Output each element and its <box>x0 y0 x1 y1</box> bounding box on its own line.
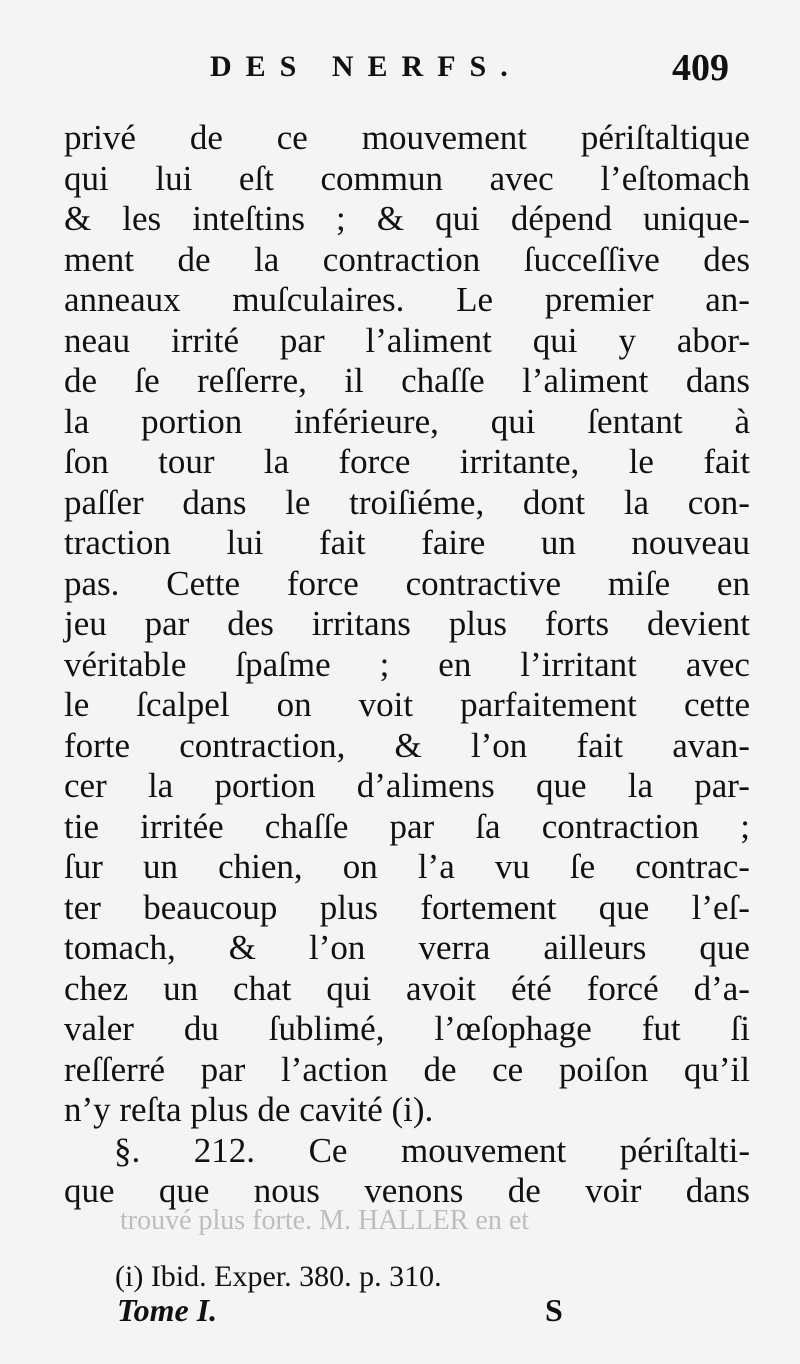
text-line: valer du ſublimé, l’œſophage fut ſi <box>64 1009 750 1048</box>
text-line: paſſer dans le troiſiéme, dont la con- <box>64 482 750 522</box>
page-footer <box>0 1292 800 1342</box>
text-line: chez un chat qui avoit été forcé d’a- <box>64 968 750 1008</box>
text-line: que que nous venons de voir dans <box>64 1171 750 1210</box>
bleed-through-text: trouvé plus forte. M. HALLER en et <box>120 1205 530 1236</box>
text-line: traction lui fait faire un nouveau <box>64 523 750 562</box>
text-line: anneaux muſculaires. Le premier an- <box>64 280 750 319</box>
page-number: 409 <box>672 47 729 89</box>
footnote: (i) Ibid. Exper. 380. p. 310. <box>115 1260 442 1293</box>
text-line: forte contraction, & l’on fait avan- <box>64 725 750 765</box>
text-line: pas. Cette force contractive miſe en <box>64 563 750 603</box>
text-line: cer la portion d’alimens que la par- <box>64 766 750 805</box>
running-head: DES NERFS. <box>210 50 522 83</box>
text-line: reſſerré par l’action de ce poiſon qu’il <box>64 1049 750 1089</box>
text-line: neau irrité par l’aliment qui y abor- <box>64 320 750 360</box>
signature-mark: S <box>545 1292 563 1328</box>
page-header <box>0 47 800 110</box>
text-line: la portion inférieure, qui ſentant à <box>64 401 750 441</box>
text-line: véritable ſpaſme ; en l’irritant avec <box>64 644 750 684</box>
text-line: tie irritée chaſſe par ſa contraction ; <box>64 806 750 846</box>
text-line-paragraph-end: n’y reſta plus de cavité (i). <box>64 1090 434 1129</box>
text-line: de ſe reſſerre, il chaſſe l’aliment dans <box>64 361 750 400</box>
text-line: ſon tour la force irritante, le fait <box>64 442 750 481</box>
text-line: jeu par des irritans plus forts devient <box>64 604 750 643</box>
text-line: le ſcalpel on voit parfaitement cette <box>64 685 750 724</box>
body-text <box>64 118 750 1212</box>
volume-label: Tome I. <box>117 1292 218 1328</box>
section-heading-line: §. 212. Ce mouvement périſtalti- <box>114 1130 750 1170</box>
text-line: privé de ce mouvement périſtaltique <box>64 118 750 157</box>
text-line: qui lui eſt commun avec l’eſtomach <box>64 158 750 198</box>
text-line: ſur un chien, on l’a vu ſe contrac- <box>64 847 750 886</box>
text-line: ter beaucoup plus fortement que l’eſ- <box>64 887 750 927</box>
text-line: & les inteſtins ; & qui dépend unique- <box>64 199 750 238</box>
text-line: ment de la contraction ſucceſſive des <box>64 239 750 279</box>
text-line: tomach, & l’on verra ailleurs que <box>64 928 750 967</box>
